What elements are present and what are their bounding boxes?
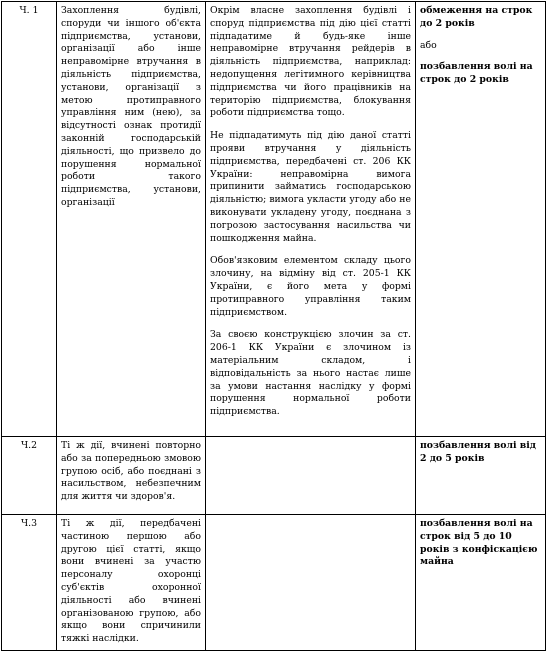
commentary-paragraph: Обов'язковим елементом складу цього злочину, на відміну від ст. 205-1 КК України, є його мета у формі протиправного управління таким підприємством. [210,255,411,318]
part-cell: Ч.3 [2,515,57,651]
description-cell: Захоплення будівлі, споруди чи іншого об'єкта підприємства, установи, організації або інше неправомірне втручання в діяльність підприємства, установи, організації з метою протиправного управління ним (нею), за відсутності ознак протидії законній господарській діяльності, що призвело до порушення нормальної роботи такого підприємства, установи, організації [57,2,206,437]
penalty-text: або [420,39,437,51]
penalty-cell [416,437,546,515]
penalty-text: позбавлення волі на строк до 2 років [420,61,533,86]
commentary-cell [206,515,416,651]
table-row [2,2,546,437]
penalty-text: позбавлення волі на строк від 5 до 10 років з конфіскацією майна [420,518,538,568]
part-cell: Ч. 1 [2,2,57,437]
penalty-text: обмеження на строк до 2 років [420,5,533,29]
penalty-text: позбавлення волі від 2 до 5 років [420,440,536,464]
description-cell: Ті ж дії, вчинені повторно або за попередньою змовою групою осіб, або поєднані з насильством, небезпечним для життя чи здоров'я. [57,437,206,515]
commentary-cell [206,437,416,515]
table-row [2,515,546,651]
article-table [1,1,546,651]
table-row [2,437,546,515]
penalty-cell [416,2,546,437]
commentary-paragraph: За своєю конструкцією злочин за ст. 206-1 КК України є злочином із матеріальним складом, і відповідальність за нього настає лише за умови настання наслідку у формі порушення нормальної роботи підприємства. [210,329,411,418]
penalty-cell [416,515,546,651]
description-cell: Ті ж дії, передбачені частиною першою або другою цієї статті, якщо вони вчинені за участю персоналу охоронці суб'єктів охоронної діяльності або вчинені організованою групою, або якщо вони спричинили тяжкі наслідки. [57,515,206,651]
commentary-cell [206,2,416,437]
commentary-paragraph: Не підпадатимуть під дію даної статті прояви втручання у діяльність підприємства, передбачені ст. 206 КК України: неправомірна вимога припинити займатись господарською діяльністю; вимога укласти угоду або не виконувати укладену угоду, поєднана з погрозою застосування насильства чи пошкодження майна. [210,130,411,244]
commentary-paragraph: Окрім власне захоплення будівлі і споруд підприємства під дію цієї статті підпадатиме й будь-яке інше неправомірне втручання рейдерів в діяльність підприємства, наприклад: недопущення легітимного керівництва підприємства чи його працівників на територію підприємства, блокування роботи підприємства тощо. [210,5,411,119]
part-cell: Ч.2 [2,437,57,515]
